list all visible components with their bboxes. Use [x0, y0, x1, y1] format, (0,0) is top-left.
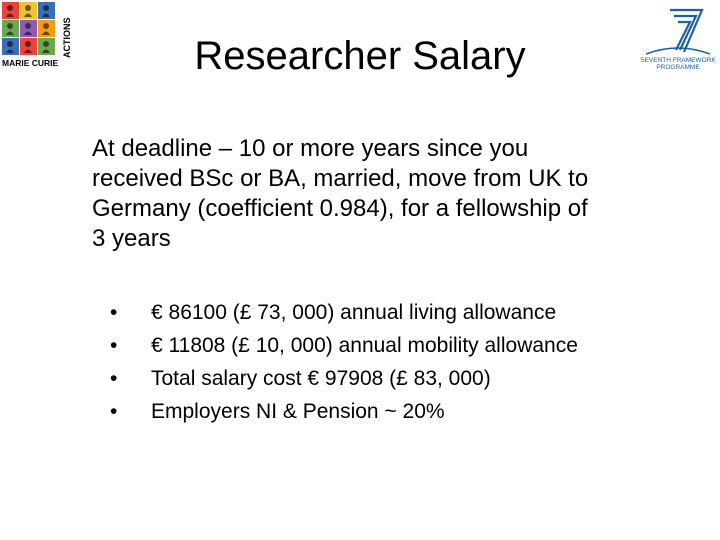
intro-line: received BSc or BA, married, move from UK to: [92, 165, 589, 192]
bullet-icon: •: [110, 334, 118, 357]
intro-line: Germany (coefficient 0.984), for a fellowship of: [92, 195, 588, 222]
actions-logo-text: ACTIONS: [62, 17, 72, 58]
fp7-logo-text-line2: PROGRAMME: [656, 64, 700, 71]
intro-line: 3 years: [92, 225, 171, 252]
bullet-text: Employers NI & Pension ~ 20%: [151, 400, 445, 423]
intro-paragraph: [92, 134, 692, 254]
bullet-text: € 86100 (£ 73, 000) annual living allowance: [151, 301, 557, 324]
bullet-text: € 11808 (£ 10, 000) annual mobility allowance: [151, 334, 578, 357]
marie-curie-logo-text: MARIE CURIE: [2, 58, 59, 68]
intro-line: At deadline – 10 or more years since you: [92, 135, 529, 162]
bullet-icon: •: [110, 301, 118, 324]
slide-title: Researcher Salary: [194, 34, 526, 78]
bullet-icon: •: [110, 367, 118, 390]
bullet-text: Total salary cost € 97908 (£ 83, 000): [151, 367, 491, 390]
fp7-logo-text-line1: SEVENTH FRAMEWORK: [640, 57, 716, 64]
bullet-icon: •: [110, 400, 118, 423]
